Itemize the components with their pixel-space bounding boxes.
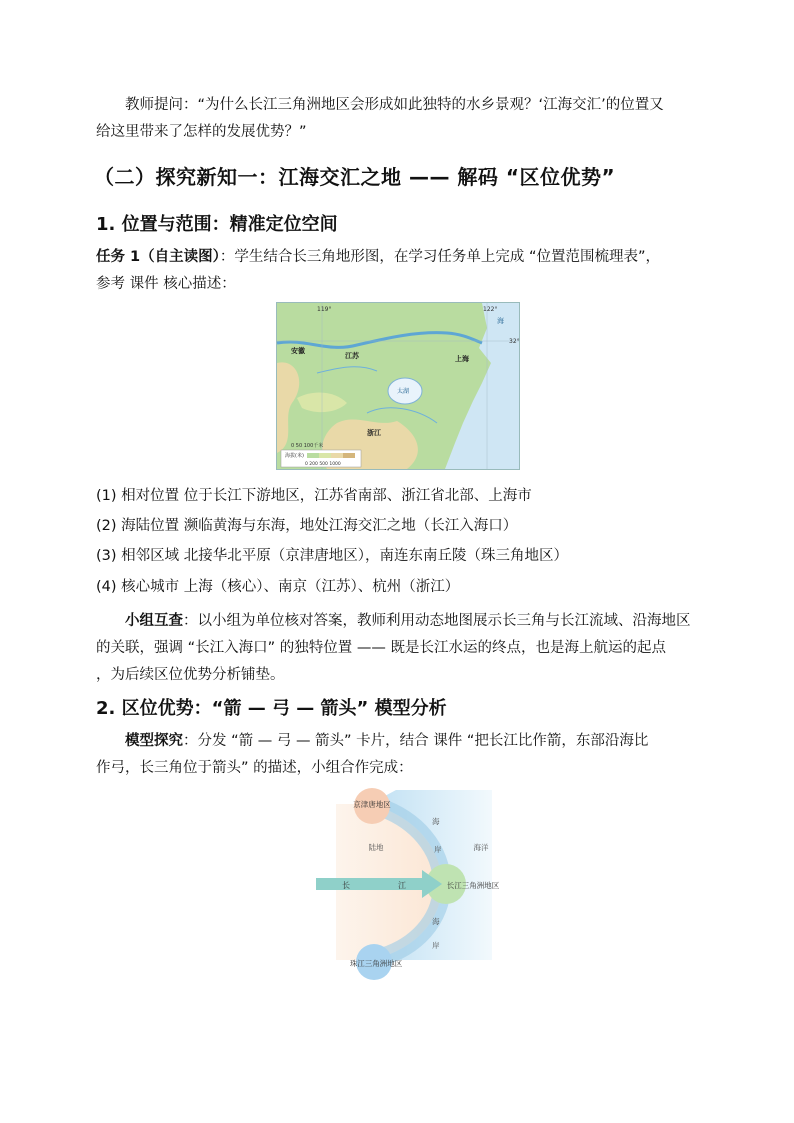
- map-label-taihu: 太湖: [397, 388, 410, 395]
- figure-label-coast-3: 海: [432, 917, 440, 926]
- section-heading: （二）探究新知一：江海交汇之地 —— 解码 “区位优势”: [94, 165, 616, 189]
- map-legend-swatch-4: [343, 453, 355, 458]
- map-scale-bar: 0 50 100千米: [291, 443, 324, 449]
- model-explore-paragraph: [96, 728, 706, 782]
- task-1-paragraph: [96, 244, 706, 298]
- group-check-label: 小组互查: [125, 613, 183, 629]
- figure-label-ocean: 海洋: [473, 843, 489, 852]
- model-explore-label: 模型探究: [125, 733, 183, 749]
- list-item: (4) 核心城市 上海（核心）、南京（江苏）、杭州（浙江）: [96, 579, 460, 595]
- map-legend-values: 0 200 500 1000: [305, 462, 341, 467]
- teacher-question-line2: 给这里带来了怎样的发展优势？”: [96, 124, 307, 140]
- list-item: (2) 海陆位置 濒临黄海与东海，地处江海交汇之地（长江入海口）: [96, 518, 518, 534]
- model-explore-line1: ：分发 “箭 — 弓 — 箭头” 卡片，结合 课件 “把长江比作箭，东部沿海比: [183, 733, 649, 749]
- teacher-question-line1: 教师提问：“为什么长江三角洲地区会形成如此独特的水乡景观？‘江海交汇’的位置又: [125, 97, 664, 113]
- map-legend-title: 海拔(米): [285, 453, 304, 459]
- arrow-bow-figure: [316, 790, 500, 972]
- map-label-sea: 海: [497, 317, 504, 325]
- list-item: (3) 相邻区域 北接华北平原（京津唐地区），南连东南丘陵（珠三角地区）: [96, 548, 569, 564]
- figure-label-south: 珠江三角洲地区: [349, 959, 403, 968]
- figure-label-center: 长江三角洲地区: [446, 881, 500, 890]
- map-label-zhejiang: 浙江: [367, 429, 381, 437]
- map-label-shanghai: 上海: [455, 355, 469, 363]
- task-1-text-2: 参考 课件 核心描述：: [96, 276, 236, 292]
- figure-label-land: 陆地: [368, 843, 384, 852]
- subsection-heading-2: 2. 区位优势：“箭 — 弓 — 箭头” 模型分析: [96, 698, 447, 719]
- map-label-lon1: 119°: [317, 306, 332, 313]
- list-item: (1) 相对位置 位于长江下游地区，江苏省南部、浙江省北部、上海市: [96, 488, 532, 504]
- arrow-bow-graphic: [316, 790, 500, 972]
- map-label-lon2: 122°: [483, 306, 498, 313]
- figure-label-river-2: 江: [398, 881, 406, 890]
- subsection-heading-1: 1. 位置与范围：精准定位空间: [96, 214, 338, 235]
- map-legend-swatch-2: [319, 453, 331, 458]
- teacher-question: [96, 92, 706, 146]
- group-check-line3: ，为后续区位优势分析铺垫。: [96, 667, 285, 683]
- map-label-jiangsu: 江苏: [345, 352, 359, 360]
- figure-label-river-1: 长: [342, 881, 350, 890]
- figure-label-coast-2: 岸: [434, 845, 442, 854]
- task-1-text: ：学生结合长三角地形图，在学习任务单上完成 “位置范围梳理表”，: [219, 249, 661, 265]
- map-legend-swatch-3: [331, 453, 343, 458]
- figure-label-coast-4: 岸: [432, 941, 440, 950]
- map-legend-swatch-1: [307, 453, 319, 458]
- figure-label-coast-1: 海: [432, 817, 440, 826]
- figure-river-arrow-shaft: [316, 878, 424, 890]
- model-explore-line2: 作弓，长三角位于箭头” 的描述，小组合作完成：: [96, 760, 413, 776]
- group-check-line2: 的关联，强调 “长江入海口” 的独特位置 —— 既是长江水运的终点，也是海上航运的起点: [96, 640, 666, 656]
- task-1-label: 任务 1（自主读图）: [96, 249, 220, 265]
- map-label-anhui: 安徽: [291, 347, 305, 355]
- map-label-lat: 32°: [509, 338, 520, 345]
- group-check-paragraph: [96, 608, 706, 689]
- yangtze-delta-map: [276, 302, 520, 470]
- group-check-line1: ：以小组为单位核对答案，教师利用动态地图展示长三角与长江流域、沿海地区: [183, 613, 691, 629]
- figure-label-north: 京津唐地区: [353, 800, 391, 809]
- map-graphic: [277, 303, 519, 469]
